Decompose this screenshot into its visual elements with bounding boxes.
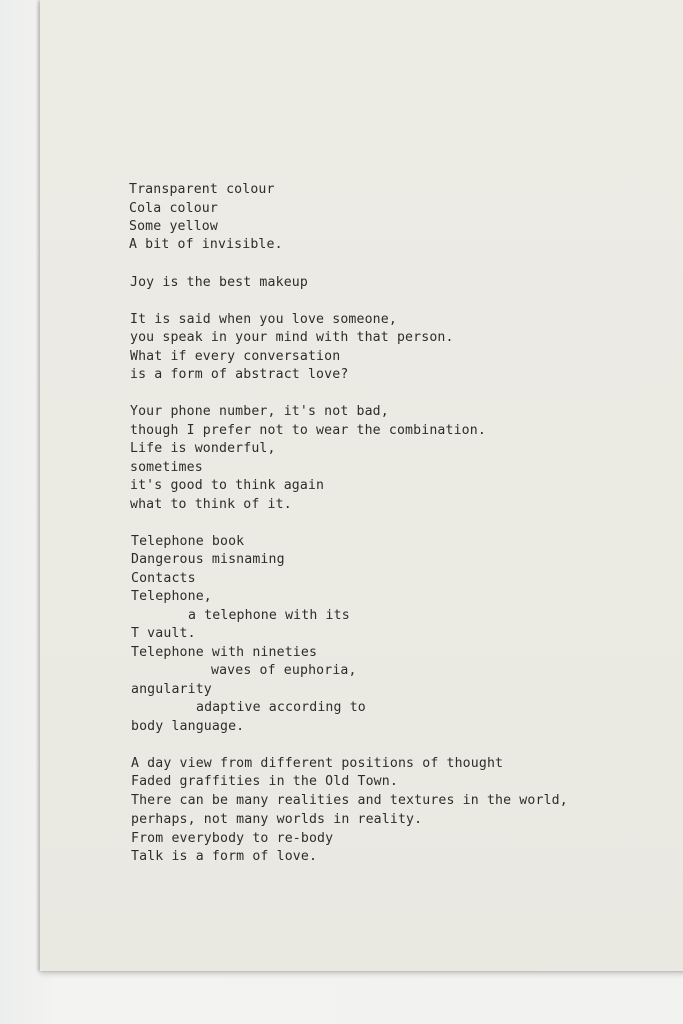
poem-line: Contacts: [131, 571, 196, 586]
poem-line: What if every conversation: [130, 349, 341, 364]
poem-line: There can be many realities and textures in the world,: [131, 793, 568, 808]
poem-line: body language.: [131, 719, 245, 734]
poem-line: Faded graffities in the Old Town.: [131, 774, 398, 789]
poem-line: From everybody to re-body: [131, 831, 334, 846]
poem-line: sometimes: [130, 460, 203, 475]
poem-line: Dangerous misnaming: [131, 552, 285, 567]
poem-line: Telephone,: [131, 589, 212, 604]
poem-line: though I prefer not to wear the combination.: [130, 423, 486, 438]
poem-line: Life is wonderful,: [130, 441, 276, 456]
poem-line: is a form of abstract love?: [130, 367, 349, 382]
poem-line: Transparent colour: [129, 182, 275, 197]
poem-line: you speak in your mind with that person.: [130, 330, 454, 345]
poem-line: Talk is a form of love.: [131, 849, 318, 864]
poem-line: what to think of it.: [130, 497, 292, 512]
poem-line: Cola colour: [129, 201, 218, 216]
poem-line: Joy is the best makeup: [130, 275, 308, 290]
poem-line: A day view from different positions of thought: [131, 756, 504, 771]
poem-line: angularity: [131, 682, 212, 697]
poem-line: T vault.: [131, 626, 196, 641]
poem-line: a telephone with its: [188, 608, 350, 623]
poem-line: waves of euphoria,: [211, 663, 357, 678]
poem-line: perhaps, not many worlds in reality.: [131, 812, 423, 827]
poem-line: it's good to think again: [130, 478, 325, 493]
poem-line: Telephone with nineties: [131, 645, 318, 660]
poem-line: Telephone book: [131, 534, 245, 549]
poem-line: Some yellow: [129, 219, 218, 234]
poem-line: adaptive according to: [196, 700, 366, 715]
poem-line: Your phone number, it's not bad,: [130, 404, 389, 419]
poem-line: It is said when you love someone,: [130, 312, 397, 327]
poem-line: A bit of invisible.: [129, 237, 283, 252]
